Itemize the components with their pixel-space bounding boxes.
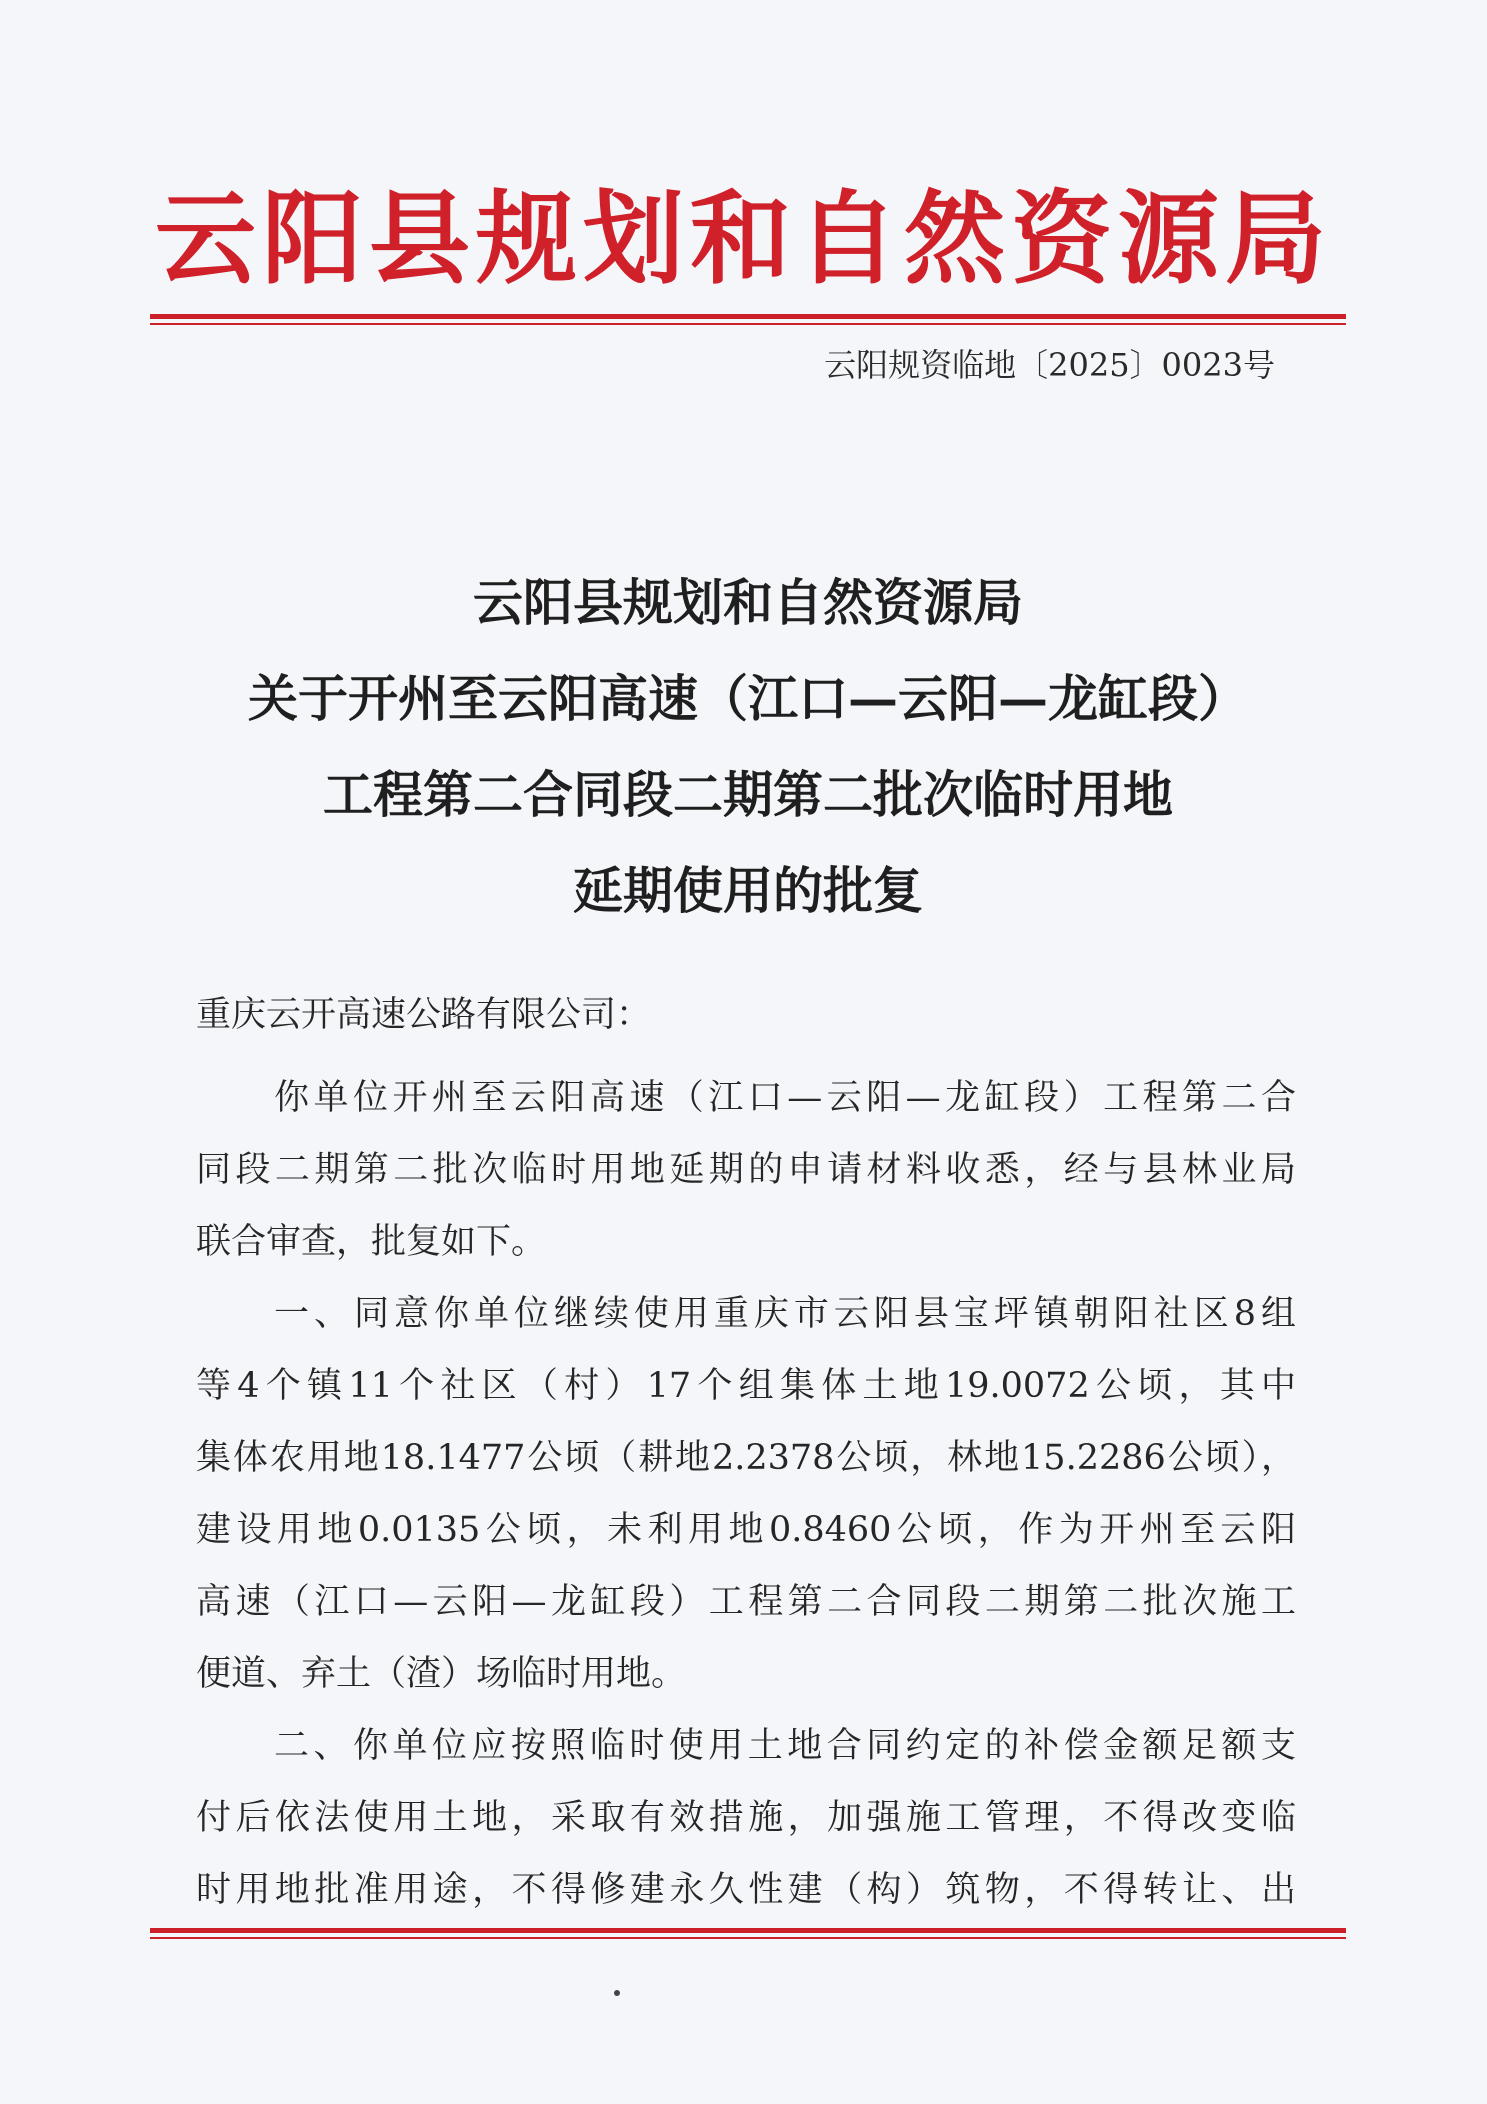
organization-header: 云阳县规划和自然资源局	[154, 179, 1332, 298]
page-dot-mark	[614, 1990, 620, 1996]
document-title	[150, 555, 1346, 939]
title-line: 延期使用的批复	[573, 861, 923, 920]
document-number: 云阳规资临地〔2025〕0023号	[824, 346, 1275, 384]
top-red-rule-thin	[150, 323, 1346, 325]
recipient: 重庆云开高速公路有限公司：	[196, 995, 652, 1035]
body-line: 联合审查，批复如下。	[196, 1222, 547, 1262]
body-line: 便道、弃土（渣）场临时用地。	[196, 1654, 687, 1694]
body-line: 高速（江口—云阳—龙缸段）工程第二合同段二期第二批次施工	[196, 1582, 1296, 1622]
title-line: 工程第二合同段二期第二批次临时用地	[323, 765, 1173, 824]
body-line: 一、同意你单位继续使用重庆市云阳县宝坪镇朝阳社区8组	[274, 1294, 1296, 1334]
top-red-rule	[150, 314, 1346, 319]
title-line: 关于开州至云阳高速（江口—云阳—龙缸段）	[248, 669, 1248, 728]
body-line: 二、你单位应按照临时使用土地合同约定的补偿金额足额支	[274, 1726, 1296, 1766]
body-line: 等4个镇11个社区（村）17个组集体土地19.0072公顷，其中	[196, 1366, 1296, 1406]
body-line: 集体农用地18.1477公顷（耕地2.2378公顷，林地15.2286公顷），	[196, 1438, 1296, 1478]
bottom-red-rule-thin	[150, 1937, 1346, 1939]
body-line: 你单位开州至云阳高速（江口—云阳—龙缸段）工程第二合	[274, 1078, 1296, 1118]
body-line: 建设用地0.0135公顷，未利用地0.8460公顷，作为开州至云阳	[196, 1510, 1296, 1550]
title-line: 云阳县规划和自然资源局	[473, 573, 1023, 632]
bottom-red-rule	[150, 1928, 1346, 1933]
body-line: 同段二期第二批次临时用地延期的申请材料收悉，经与县林业局	[196, 1150, 1296, 1190]
body-text	[196, 1062, 1296, 1926]
body-line: 时用地批准用途，不得修建永久性建（构）筑物，不得转让、出	[196, 1870, 1296, 1910]
body-line: 付后依法使用土地，采取有效措施，加强施工管理，不得改变临	[196, 1798, 1296, 1838]
